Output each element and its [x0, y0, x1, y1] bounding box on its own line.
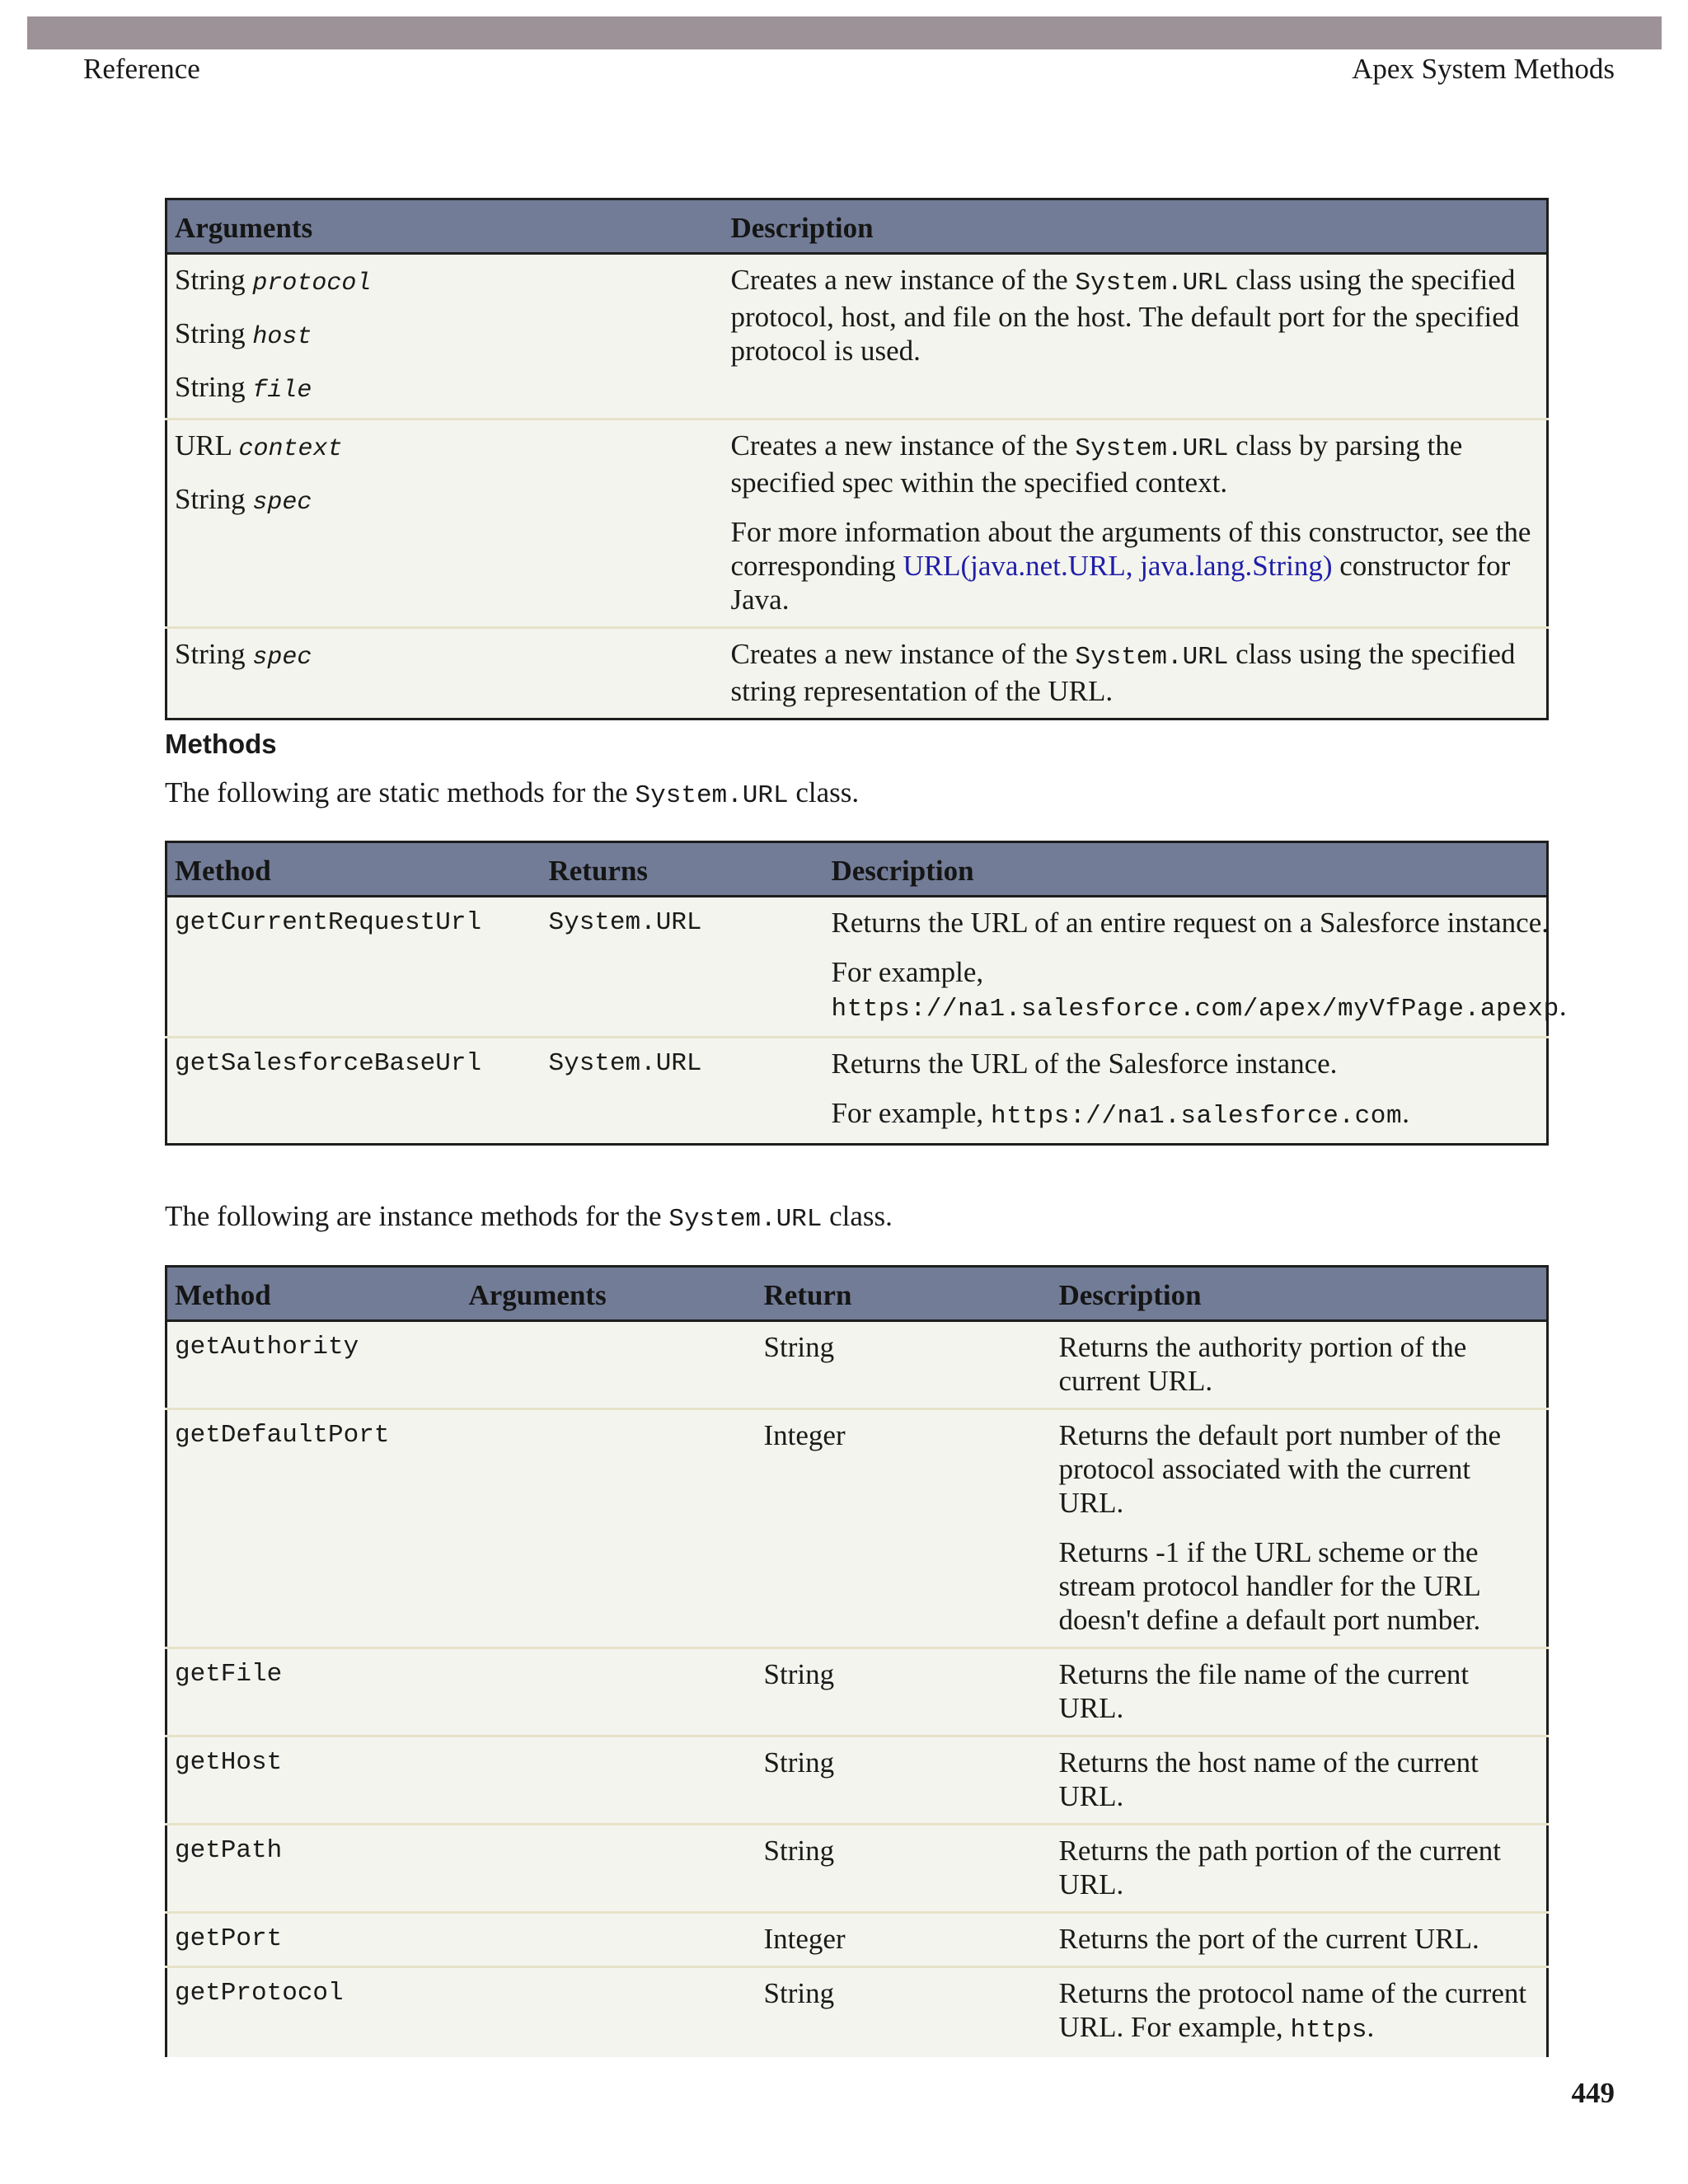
column-header: Arguments: [462, 1267, 757, 1321]
example-url: https://na1.salesforce.com: [990, 1102, 1403, 1131]
description-text: Returns the URL of the Salesforce instance.: [831, 1047, 1338, 1080]
method-name: getFile: [166, 1648, 462, 1736]
description-text: class using the specified string representation of the URL.: [730, 638, 1516, 707]
description-text: For more information about the arguments of this constructor, see the corresponding: [730, 516, 1531, 582]
top-bar: [27, 16, 1662, 49]
argument-type: String: [175, 317, 246, 349]
arguments-cell: [462, 1913, 757, 1967]
table-header-row: [166, 842, 1548, 897]
method-name: getHost: [166, 1736, 462, 1825]
argument-name: file: [252, 377, 312, 405]
static-methods-table: [165, 841, 1567, 1146]
argument-name: protocol: [252, 269, 372, 298]
argument-type: String: [175, 264, 246, 296]
return-type: Integer: [757, 1409, 1052, 1648]
code-text: System.URL: [635, 781, 789, 810]
description-text: Creates a new instance of the: [730, 429, 1076, 462]
arguments-cell: [462, 1648, 757, 1736]
intro-text: class.: [788, 776, 860, 808]
table-row: [166, 1038, 1548, 1145]
table-header-row: [166, 199, 1548, 254]
argument: [175, 637, 717, 675]
methods-heading: Methods: [165, 729, 277, 759]
page-number: 449: [1571, 2077, 1615, 2109]
return-type: System.URL: [542, 1038, 824, 1145]
code-text: System.URL: [1075, 269, 1229, 298]
return-type: String: [757, 1967, 1052, 2058]
description-cell: [1052, 1967, 1548, 2058]
column-header: Return: [757, 1267, 1052, 1321]
arguments-cell: [462, 1967, 757, 2058]
code-text: https: [1290, 2016, 1367, 2045]
method-name: getPort: [166, 1913, 462, 1967]
table-row: [166, 1648, 1548, 1736]
code-text: System.URL: [1075, 434, 1229, 463]
argument-type: String: [175, 371, 246, 403]
method-name: getAuthority: [175, 1333, 359, 1361]
description-cell: [824, 1038, 1548, 1145]
return-type: Integer: [757, 1913, 1052, 1967]
punctuation: .: [1402, 1097, 1409, 1129]
description-text: Returns the default port number of the protocol associated with the current URL.: [1058, 1419, 1502, 1519]
description-cell: [824, 897, 1567, 1038]
description-text: Creates a new instance of the: [730, 638, 1076, 670]
description-text: Returns the URL of an entire request on a Salesforce instance.: [831, 907, 1549, 939]
argument-type: String: [175, 483, 246, 515]
header-chapter: Apex System Methods: [1352, 53, 1615, 85]
table-row: [166, 254, 1548, 419]
column-header: Description: [1052, 1267, 1548, 1321]
punctuation: .: [1367, 2011, 1375, 2043]
table-row: [166, 1913, 1548, 1967]
description-text: Returns the port of the current URL.: [1058, 1923, 1479, 1955]
description-cell: [1052, 1409, 1548, 1648]
argument-type: String: [175, 638, 246, 670]
argument-name: context: [238, 435, 343, 463]
description-text: Returns the file name of the current URL.: [1058, 1658, 1470, 1724]
description-text: constructor for Java.: [730, 550, 1511, 616]
description-cell: [1052, 1321, 1548, 1409]
return-type: String: [757, 1648, 1052, 1736]
return-type: String: [757, 1736, 1052, 1825]
example-label: For example,: [831, 1097, 991, 1129]
example-label: For example,: [831, 956, 984, 988]
argument-name: host: [252, 323, 312, 351]
column-header: Description: [824, 842, 1548, 897]
description-cell: [724, 628, 1548, 719]
column-header: Method: [166, 1267, 462, 1321]
description-text: class by parsing the specified spec within the specified context.: [730, 429, 1463, 499]
description-cell: [724, 419, 1548, 628]
argument: [175, 316, 717, 354]
description-text: class using the specified protocol, host, and file on the host. The default port for the specified protocol is used.: [730, 264, 1520, 367]
argument: [175, 482, 717, 520]
method-name: getDefaultPort: [166, 1409, 462, 1648]
return-type: System.URL: [548, 908, 702, 937]
table-row: [166, 1967, 1548, 2058]
static-methods-intro: [165, 776, 859, 810]
table-row: [166, 1321, 1548, 1409]
table-row: [166, 1736, 1548, 1825]
header-section: Reference: [83, 53, 200, 85]
intro-text: The following are instance methods for the: [165, 1200, 669, 1232]
instance-methods-intro: [165, 1200, 893, 1234]
table-row: [166, 1409, 1548, 1648]
arguments-cell: [166, 254, 724, 419]
punctuation: .: [1559, 990, 1567, 1022]
description-cell: [1052, 1736, 1548, 1825]
column-header: Returns: [542, 842, 824, 897]
table-row: [166, 897, 1548, 1038]
return-type: String: [757, 1825, 1052, 1913]
column-header: Method: [166, 842, 542, 897]
java-docs-link[interactable]: URL(java.net.URL, java.lang.String): [903, 550, 1333, 582]
code-text: System.URL: [668, 1205, 823, 1234]
argument: [175, 263, 717, 301]
description-text: Returns the protocol name of the current URL. For example,: [1058, 1977, 1527, 2043]
arguments-cell: [166, 628, 724, 719]
description-text: Returns -1 if the URL scheme or the stream protocol handler for the URL doesn't define a default port number.: [1058, 1536, 1481, 1636]
column-header: Arguments: [166, 199, 724, 254]
intro-text: The following are static methods for the: [165, 776, 635, 808]
description-text: Creates a new instance of the: [730, 264, 1076, 296]
constructors-table: [165, 198, 1549, 720]
method-name: getSalesforceBaseUrl: [166, 1038, 542, 1145]
argument-name: spec: [252, 644, 312, 672]
description-text: Returns the host name of the current URL.: [1058, 1746, 1479, 1812]
column-header: Description: [724, 199, 1548, 254]
table-row: [166, 1825, 1548, 1913]
table-row: [166, 628, 1548, 719]
example-url: https://na1.salesforce.com/apex/myVfPage.apexp: [831, 995, 1559, 1024]
instance-methods-table: [165, 1265, 1549, 2057]
argument: [175, 429, 717, 466]
argument: [175, 370, 717, 408]
description-text: Returns the authority portion of the current URL.: [1058, 1331, 1467, 1397]
intro-text: class.: [822, 1200, 893, 1232]
arguments-cell: [462, 1409, 757, 1648]
table-header-row: [166, 1267, 1548, 1321]
description-cell: [1052, 1913, 1548, 1967]
arguments-cell: [166, 419, 724, 628]
code-text: System.URL: [1075, 643, 1229, 672]
argument-name: spec: [252, 489, 312, 517]
arguments-cell: [462, 1825, 757, 1913]
description-cell: [1052, 1648, 1548, 1736]
return-type: String: [763, 1331, 835, 1363]
table-row: [166, 419, 1548, 628]
arguments-cell: [462, 1736, 757, 1825]
method-name: getPath: [166, 1825, 462, 1913]
description-text: Returns the path portion of the current URL.: [1058, 1835, 1502, 1900]
method-name: getProtocol: [166, 1967, 462, 2058]
description-cell: [724, 254, 1548, 419]
description-cell: [1052, 1825, 1548, 1913]
arguments-cell: [462, 1321, 757, 1409]
method-name: getCurrentRequestUrl: [175, 908, 482, 937]
argument-type: URL: [175, 429, 232, 462]
